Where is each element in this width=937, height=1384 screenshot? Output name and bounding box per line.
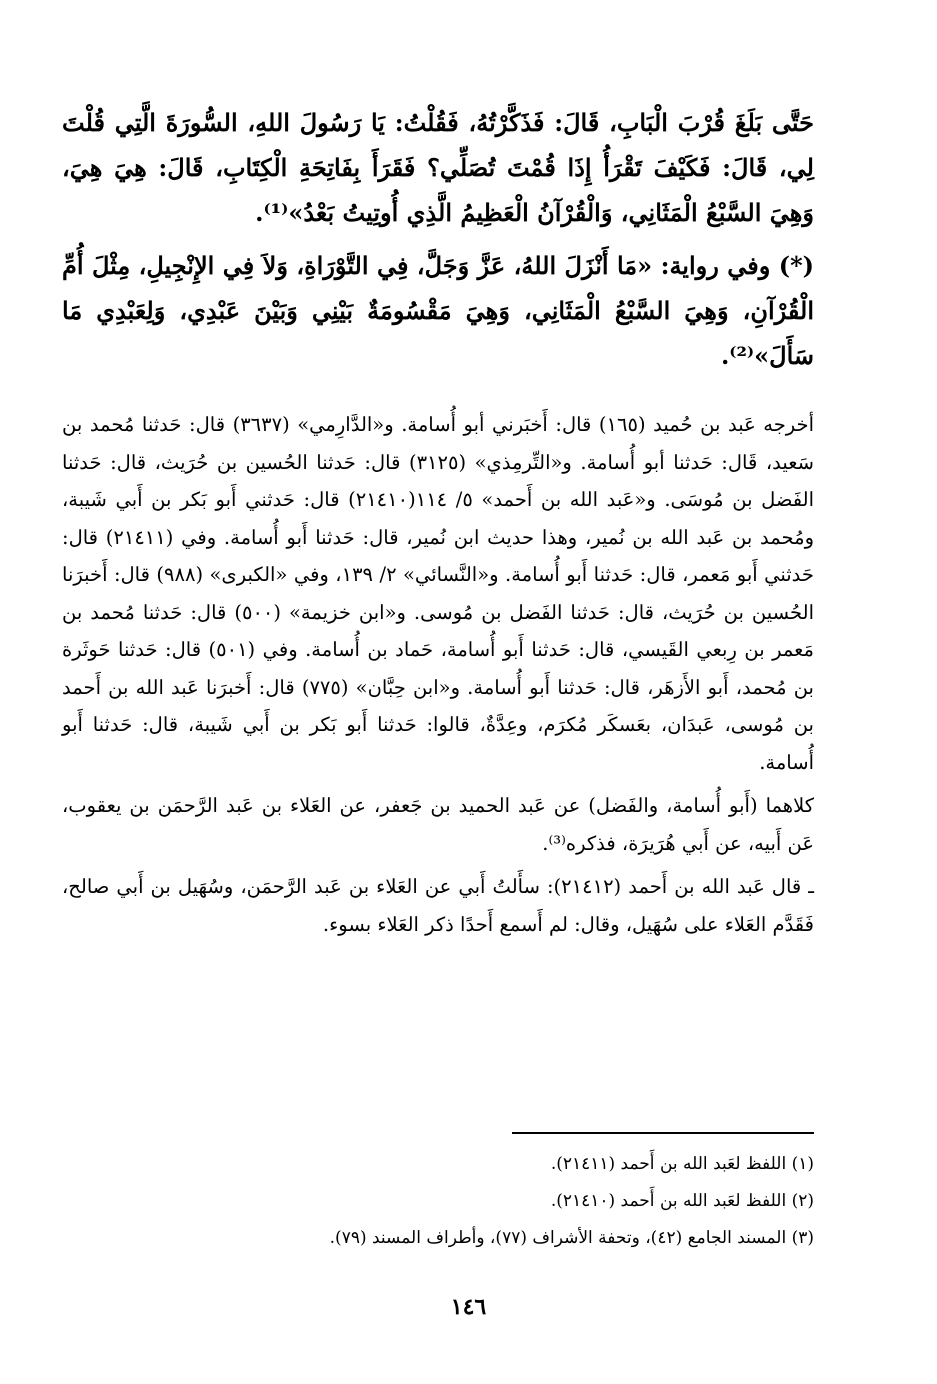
- takhrij-paragraph: أخرجه عَبد بن حُميد (١٦٥) قال: أَخبَرني أبو أُسامة. و«الدَّارِمي» (٣٦٣٧) قال: حَدثنا مُحمد بن سَعيد، قَال: حَدثنا أبو أُسامة. و«التِّرمِذي» (٣١٢٥) قال: حَدثنا الحُسين بن حُرَيث، قال: حَدثنا الفَضل بن مُوسَى. و«عَبد الله بن أَحمد» ٥/ ١١٤(٢١٤١٠) قال: حَدثني أَبو بَكر بن أَبي شَيبة، ومُحمد بن عَبد الله بن نُمير، وهذا حديث ابن نُمير، قال: حَدثنا أَبو أُسامة. وفي (٢١٤١١) قال: حَدثني أَبو مَعمر، قال: حَدثنا أَبو أُسامة. و«النَّسائي» ٢/ ١٣٩، وفي «الكبرى» (٩٨٨) قال: أَخبرَنا الحُسين بن حُرَيث، قال: حَدثنا الفَضل بن مُوسى. و«ابن خزيمة» (٥٠٠) قال: حَدثنا مُحمد بن مَعمر بن رِبعي القَيسي، قال: حَدثنا أَبو أُسامة، حَماد بن أُسامة. وفي (٥٠١) قال: حَدثنا حَوثَرة بن مُحمد، أَبو الأَزهَر، قال: حَدثنا أَبو أُسامة. و«ابن حِبَّان» (٧٧٥) قال: أَخبرَنا عَبد الله بن أَحمد بن مُوسى، عَبدَان، بعَسكَر مُكرَم، وعِدَّةٌ، قالوا: حَدثنا أَبو بَكر بن أَبي شَيبة، قال: حَدثنا أَبو أُسامة.: [62, 413, 815, 774]
- hadith-text: [62, 100, 814, 378]
- takhrij-paragraph: ـ قال عَبد الله بن أَحمد (٢١٤١٢): سأَلتُ أَبي عن العَلاء بن عَبد الرَّحمَن، وسُهَيل بن أَبي صالح، فَقَدَّم العَلاء على سُهَيل، وقال: لم أَسمع أَحدًا ذكر العَلاء بسوء.: [62, 875, 814, 936]
- section-gap: [62, 386, 814, 406]
- page-number: ١٤٦: [450, 1294, 487, 1320]
- footnote-separator: [512, 1132, 814, 1134]
- page-body: [62, 100, 814, 949]
- footnotes: [62, 1146, 814, 1257]
- footnote-1: (١) اللفظ لعَبد الله بن أَحمد (٢١٤١١).: [550, 1154, 814, 1174]
- takhrij-paragraph: كلاهما (أَبو أُسامة، والفَضل) عن عَبد الحميد بن جَعفر، عن العَلاء بن عَبد الرَّحمَن بن يعقوب، عَن أَبيه، عن أَبي هُرَيرَة، فذكره⁽³⁾.: [62, 794, 814, 855]
- takhrij-text: [62, 406, 814, 943]
- footnote-2: (٢) اللفظ لعَبد الله بن أَحمد (٢١٤١٠).: [550, 1191, 814, 1211]
- footnote-3: (٣) المسند الجامع (٤٢)، وتحفة الأشراف (٧٧)، وأطراف المسند (٧٩).: [329, 1228, 814, 1248]
- hadith-variant-paragraph: (*) وفي رواية: «مَا أَنْزَلَ اللهُ، عَزَّ وَجَلَّ، فِي التَّوْرَاةِ، وَلاَ فِي الإِنْجِيلِ، مِثْلَ أُمِّ الْقُرْآنِ، وَهِيَ السَّبْعُ الْمَثَانِي، وَهِيَ مَقْسُومَةٌ بَيْنِي وَبَيْنَ عَبْدِي، وَلِعَبْدِي مَا سَأَلَ»⁽²⁾.: [62, 251, 814, 370]
- hadith-paragraph: حَتَّى بَلَغَ قُرْبَ الْبَابِ، قَالَ: فَذَكَّرْتُهُ، فَقُلْتُ: يَا رَسُولَ اللهِ، السُّورَةَ الَّتِي قُلْتَ لِي، قَالَ: فَكَيْفَ تَقْرَأُ إِذَا قُمْتَ تُصَلِّي؟ فَقَرَأَ بِفَاتِحَةِ الْكِتَابِ، قَالَ: هِيَ هِيَ، وَهِيَ السَّبْعُ الْمَثَانِي، وَالْقُرْآنُ الْعَظِيمُ الَّذِي أُوتِيتُ بَعْدُ»⁽¹⁾.: [62, 108, 814, 227]
